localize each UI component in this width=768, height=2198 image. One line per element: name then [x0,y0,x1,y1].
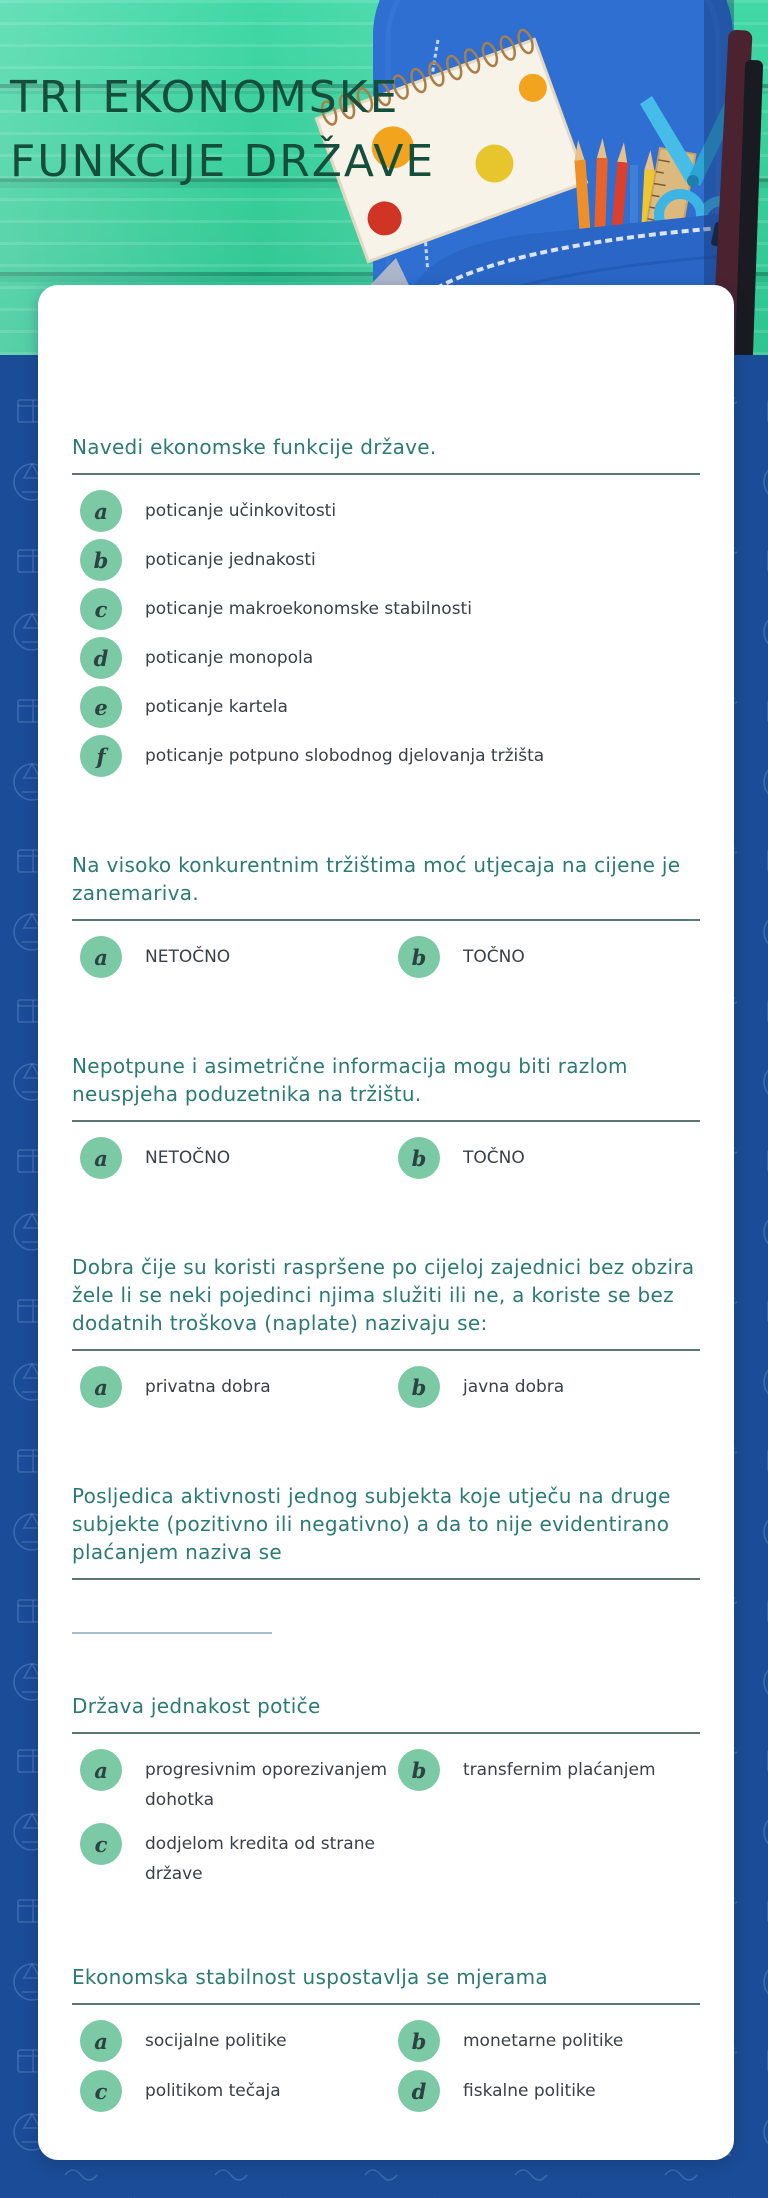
option-b[interactable] [398,1366,700,1408]
option-letter-badge: a [80,1366,122,1408]
option-letter-badge: d [80,637,122,679]
worksheet-title-line1: TRI EKONOMSKE [10,72,400,123]
question-block-2 [72,851,700,978]
option-b[interactable] [398,936,700,978]
option-label: progresivnim oporezivanjem dohotka [145,1760,388,1810]
option-b[interactable] [80,539,700,581]
options-list [72,1366,700,1408]
option-d[interactable] [80,637,700,679]
option-label: privatna dobra [145,1377,271,1397]
option-label: NETOČNO [145,947,231,967]
option-letter-badge: e [80,686,122,728]
question-block-4 [72,1253,700,1408]
option-label: transfernim plaćanjem [463,1760,656,1780]
options-list [72,936,700,978]
options-list [72,1749,700,1889]
option-letter-badge: a [80,490,122,532]
option-label: TOČNO [463,1148,525,1168]
question-prompt: Ekonomska stabilnost uspostavlja se mjerama [72,1965,548,1989]
worksheet-card [38,285,734,2160]
option-letter-badge: f [80,735,122,777]
question-divider [72,1732,700,1734]
question-divider [72,2003,700,2005]
option-letter-badge: d [398,2070,440,2112]
option-b[interactable] [398,1137,700,1179]
option-letter-badge: c [80,2070,122,2112]
option-label: TOČNO [463,947,525,967]
option-label: dodjelom kredita od strane države [145,1834,375,1884]
option-letter-badge: a [80,1137,122,1179]
question-prompt: Dobra čije su koristi raspršene po cijeloj zajednici bez obzira žele li se neki pojedinci njima služiti ili ne, a koriste se bez dodatnih troškova (naplate) nazivaju se: [72,1255,695,1335]
worksheet-title-line2: FUNKCIJE DRŽAVE [10,135,436,187]
option-label: socijalne politike [145,2031,287,2051]
option-a[interactable] [80,490,700,532]
option-label: NETOČNO [145,1148,231,1168]
option-letter-badge: a [80,1749,122,1791]
option-letter-badge: a [80,2020,122,2062]
question-block-6 [72,1692,700,1889]
option-label: poticanje monopola [145,648,314,668]
option-letter-badge: c [80,1823,122,1865]
option-letter-badge: b [398,1137,440,1179]
option-c[interactable] [80,588,700,630]
option-d[interactable] [398,2070,700,2112]
question-prompt: Na visoko konkurentnim tržištima moć utjecaja na cijene je zanemariva. [72,853,681,905]
worksheet-title [10,66,435,194]
option-letter-badge: b [398,2020,440,2062]
option-f[interactable] [80,735,700,777]
option-c[interactable] [80,2070,390,2112]
option-label: monetarne politike [463,2031,624,2051]
option-label: poticanje kartela [145,697,288,717]
question-block-5 [72,1482,700,1634]
option-letter-badge: b [80,539,122,581]
option-a[interactable] [80,1366,390,1408]
options-list [72,2020,700,2112]
option-a[interactable] [80,936,390,978]
question-divider [72,919,700,921]
option-letter-badge: b [398,936,440,978]
option-letter-badge: c [80,588,122,630]
question-block-1 [72,433,700,777]
option-label: poticanje makroekonomske stabilnosti [145,599,472,619]
options-list [72,1137,700,1179]
option-label: poticanje jednakosti [145,550,316,570]
option-label: politikom tečaja [145,2081,281,2101]
questions-container [72,433,700,2112]
option-label: javna dobra [463,1377,565,1397]
option-b[interactable] [398,1749,700,1815]
options-list [72,490,700,777]
option-label: poticanje potpuno slobodnog djelovanja tržišta [145,746,545,766]
question-divider [72,1578,700,1580]
option-label: fiskalne politike [463,2081,596,2101]
question-divider [72,473,700,475]
option-c[interactable] [80,1823,390,1889]
option-e[interactable] [80,686,700,728]
option-letter-badge: a [80,936,122,978]
question-block-3 [72,1052,700,1179]
question-prompt: Navedi ekonomske funkcije države. [72,435,437,459]
question-divider [72,1120,700,1122]
question-block-7 [72,1963,700,2112]
option-label: poticanje učinkovitosti [145,501,337,521]
option-b[interactable] [398,2020,700,2062]
option-a[interactable] [80,2020,390,2062]
option-letter-badge: b [398,1366,440,1408]
question-divider [72,1349,700,1351]
fill-in-blank-input[interactable] [72,1606,272,1634]
option-letter-badge: b [398,1749,440,1791]
question-prompt: Posljedica aktivnosti jednog subjekta koje utječu na druge subjekte (pozitivno ili negativno) a da to nije evidentirano plaćanjem naziva se [72,1484,671,1564]
question-prompt: Nepotpune i asimetrične informacija mogu biti razlom neuspjeha poduzetnika na tržištu. [72,1054,628,1106]
option-a[interactable] [80,1137,390,1179]
question-prompt: Država jednakost potiče [72,1694,321,1718]
option-a[interactable] [80,1749,390,1815]
